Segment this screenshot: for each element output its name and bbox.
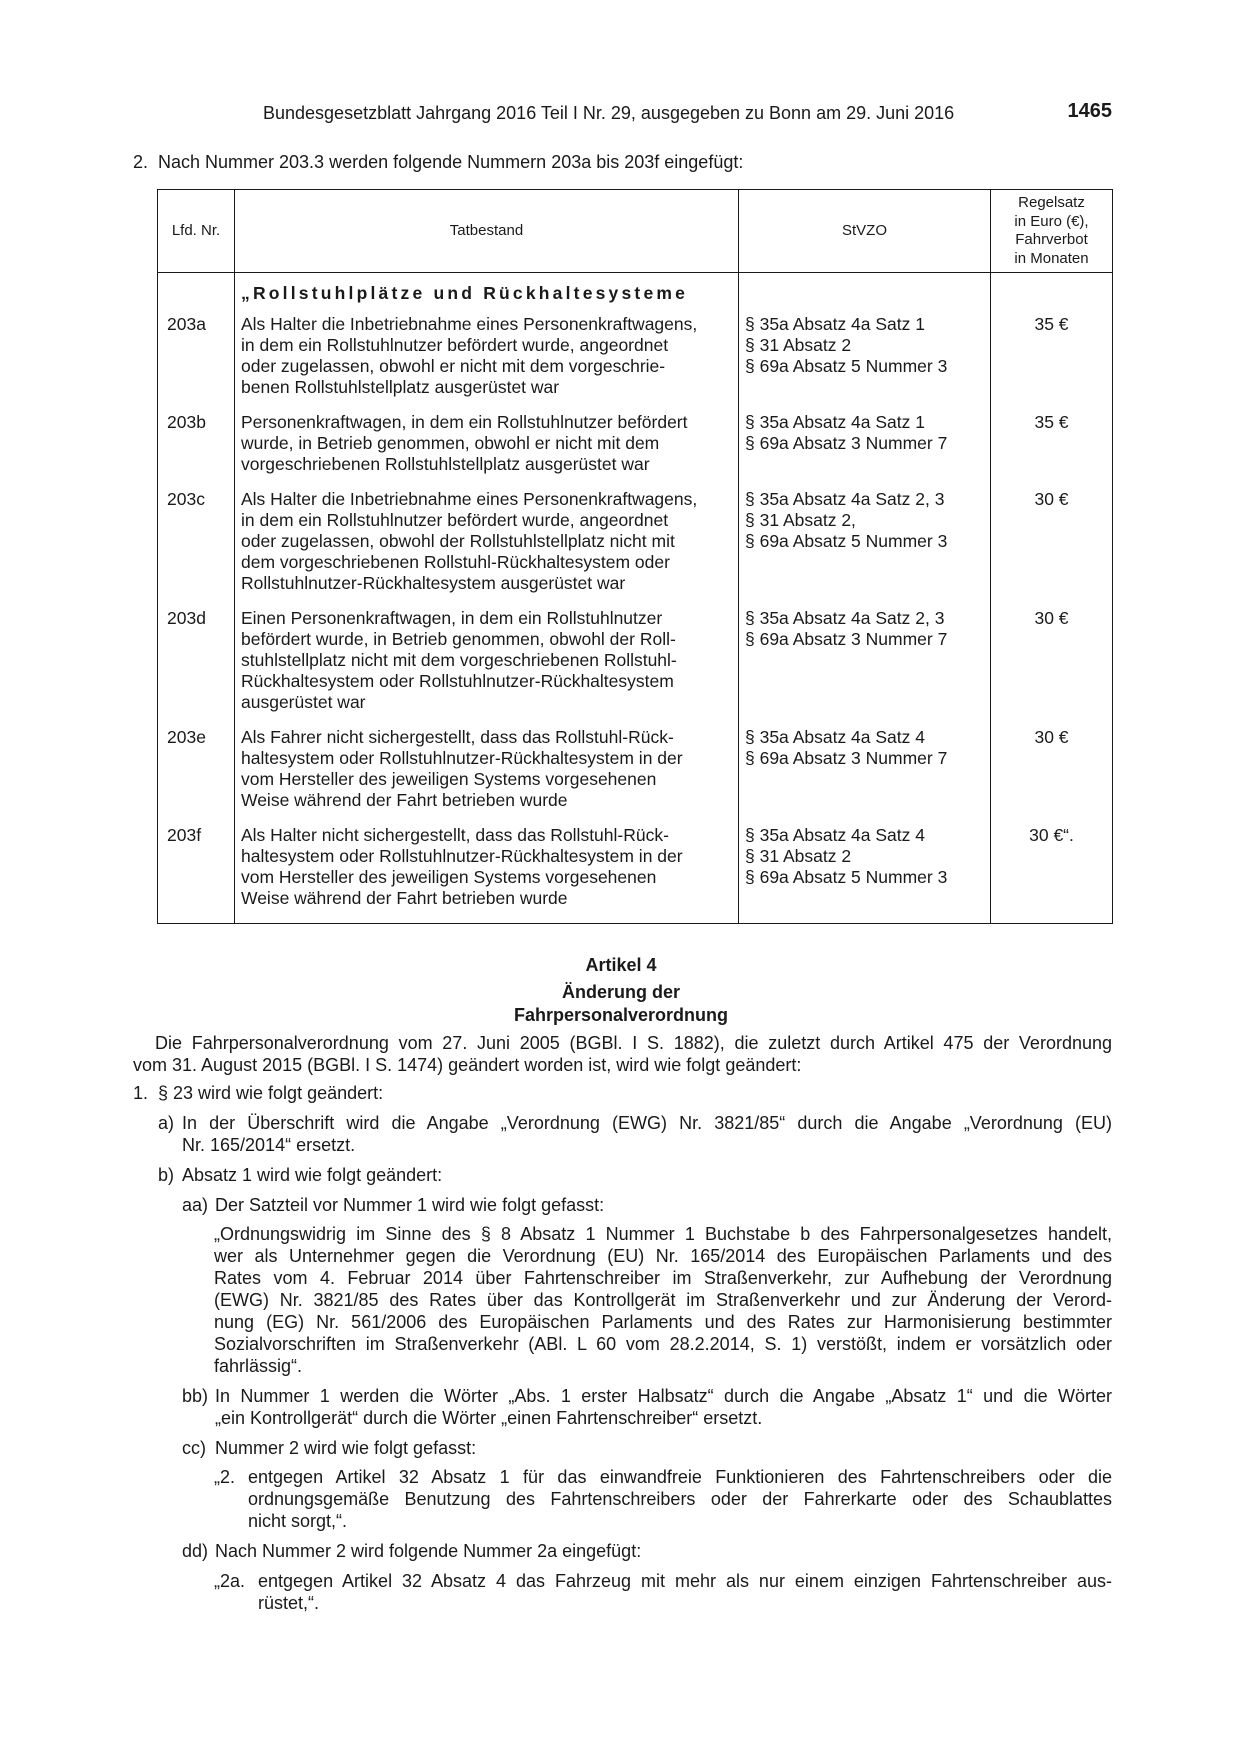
- quote-cc-label: „2.: [214, 1467, 236, 1487]
- header-rate-line: in Monaten: [1014, 249, 1089, 267]
- row-stvzo: [739, 825, 991, 924]
- stvzo-line: § 69a Absatz 3 Nummer 7: [745, 748, 948, 768]
- item-bb-line: In Nummer 1 werden die Wörter „Abs. 1 erster Halbsatz“ durch die Angabe „Absatz 1“ und die Wörter: [215, 1386, 1112, 1406]
- table-row: [158, 314, 1113, 412]
- table-row: [158, 825, 1113, 924]
- page-number: 1465: [1067, 100, 1112, 122]
- tatbestand-line: in dem ein Rollstuhlnutzer befördert wurde, angeordnet: [241, 510, 669, 530]
- article-number: Artikel 4: [585, 955, 657, 975]
- tatbestand-line: oder zugelassen, obwohl er nicht mit dem vorgeschrie-: [241, 356, 666, 376]
- tatbestand-line: benen Rollstuhlstellplatz ausgerüstet war: [241, 377, 560, 397]
- tatbestand-line: Einen Personenkraftwagen, in dem ein Rollstuhlnutzer: [241, 608, 663, 628]
- row-rate: 30 €“.: [991, 825, 1113, 924]
- quote-aa-line: nung (EG) Nr. 561/2006 des Europäischen Parlaments und des Rates zur Harmonisierung bestimmter: [214, 1312, 1112, 1332]
- stvzo-line: § 31 Absatz 2,: [745, 510, 856, 530]
- quote-dd-line: entgegen Artikel 32 Absatz 4 das Fahrzeug mit mehr als nur einem einzigen Fahrtenschreiber aus-: [258, 1571, 1112, 1591]
- intro-text: Nach Nummer 203.3 werden folgende Nummern 203a bis 203f eingefügt:: [158, 152, 744, 172]
- tatbestand-line: ausgerüstet war: [241, 692, 366, 712]
- tatbestand-line: oder zugelassen, obwohl der Rollstuhlstellplatz nicht mit: [241, 531, 675, 551]
- section-heading: „Rollstuhlplätze und Rückhaltesysteme: [235, 273, 739, 315]
- header-rate: [991, 190, 1113, 273]
- header-text: Bundesgesetzblatt Jahrgang 2016 Teil I Nr. 29, ausgegeben zu Bonn am 29. Juni 2016: [263, 103, 955, 123]
- stvzo-line: § 35a Absatz 4a Satz 2, 3: [745, 489, 945, 509]
- tatbestand-line: haltesystem oder Rollstuhlnutzer-Rückhaltesystem in der: [241, 846, 683, 866]
- quote-aa-line: Rates vom 4. Februar 2014 über Fahrtenschreiber im Straßenverkehr, zur Aufhebung der Verordnung: [214, 1268, 1112, 1288]
- row-rate: 35 €: [991, 412, 1113, 489]
- body-intro-line: vom 31. August 2015 (BGBl. I S. 1474) geändert worden ist, wird wie folgt geändert:: [133, 1055, 802, 1075]
- tatbestand-line: Als Halter die Inbetriebnahme eines Personenkraftwagens,: [241, 314, 698, 334]
- row-number: 203e: [158, 727, 235, 825]
- stvzo-line: § 35a Absatz 4a Satz 1: [745, 412, 925, 432]
- row-number: 203a: [158, 314, 235, 412]
- row-number: 203d: [158, 608, 235, 727]
- stvzo-line: § 35a Absatz 4a Satz 1: [745, 314, 925, 334]
- fine-table: [157, 189, 1113, 924]
- item-1-text: § 23 wird wie folgt geändert:: [158, 1083, 384, 1103]
- item-cc-label: cc): [182, 1438, 206, 1458]
- tatbestand-line: vom Hersteller des jeweiligen Systems vorgesehenen: [241, 769, 657, 789]
- tatbestand-line: Rollstuhlnutzer-Rückhaltesystem ausgerüstet war: [241, 573, 626, 593]
- tatbestand-line: Als Halter nicht sichergestellt, dass das Rollstuhl-Rück-: [241, 825, 669, 845]
- row-tatbestand: [235, 825, 739, 924]
- tatbestand-line: wurde, in Betrieb genommen, obwohl er nicht mit dem: [241, 433, 660, 453]
- section-heading-row: [158, 273, 1113, 315]
- header-tatbestand: Tatbestand: [235, 190, 739, 273]
- tatbestand-line: dem vorgeschriebenen Rollstuhl-Rückhaltesystem oder: [241, 552, 670, 572]
- article-title-line1: Änderung der: [561, 982, 680, 1002]
- tatbestand-line: befördert wurde, in Betrieb genommen, obwohl der Roll-: [241, 629, 676, 649]
- header-rate-line: in Euro (€),: [1014, 212, 1089, 230]
- header-nr: Lfd. Nr.: [158, 190, 235, 273]
- page-header: [263, 100, 1112, 130]
- tatbestand-line: Weise während der Fahrt betrieben wurde: [241, 790, 568, 810]
- item-cc-text: Nummer 2 wird wie folgt gefasst:: [215, 1438, 477, 1458]
- item-b-text: Absatz 1 wird wie folgt geändert:: [182, 1165, 443, 1185]
- row-stvzo: [739, 489, 991, 608]
- header-stvzo: StVZO: [739, 190, 991, 273]
- quote-cc-line: entgegen Artikel 32 Absatz 1 für das einwandfreie Funktionieren des Fahrtenschreibers oder die: [248, 1467, 1112, 1487]
- stvzo-line: § 69a Absatz 3 Nummer 7: [745, 629, 948, 649]
- row-rate: 35 €: [991, 314, 1113, 412]
- stvzo-line: § 31 Absatz 2: [745, 846, 852, 866]
- table-row: [158, 412, 1113, 489]
- row-tatbestand: [235, 727, 739, 825]
- quote-aa-line: „Ordnungswidrig im Sinne des § 8 Absatz 1 Nummer 1 Buchstabe b des Fahrpersonalgesetzes handelt,: [214, 1224, 1112, 1244]
- item-a-label: a): [158, 1113, 175, 1133]
- stvzo-line: § 69a Absatz 5 Nummer 3: [745, 531, 948, 551]
- intro-number: 2.: [133, 152, 149, 172]
- row-rate: 30 €: [991, 608, 1113, 727]
- tatbestand-line: Personenkraftwagen, in dem ein Rollstuhlnutzer befördert: [241, 412, 688, 432]
- row-tatbestand: [235, 489, 739, 608]
- tatbestand-line: Rückhaltesystem oder Rollstuhlnutzer-Rückhaltesystem: [241, 671, 674, 691]
- header-rate-line: Regelsatz: [1018, 194, 1085, 211]
- item-aa-text: Der Satzteil vor Nummer 1 wird wie folgt gefasst:: [215, 1195, 605, 1215]
- table-header-row: [158, 190, 1113, 273]
- quote-aa-line: (EWG) Nr. 3821/85 des Rates über das Kontrollgerät im Straßenverkehr und zur Änderung der Verord-: [214, 1290, 1112, 1310]
- item-bb-line: „ein Kontrollgerät“ durch die Wörter „einen Fahrtenschreiber“ ersetzt.: [215, 1408, 763, 1428]
- item-a-line: Nr. 165/2014“ ersetzt.: [182, 1135, 356, 1155]
- tatbestand-line: haltesystem oder Rollstuhlnutzer-Rückhaltesystem in der: [241, 748, 683, 768]
- stvzo-line: § 35a Absatz 4a Satz 2, 3: [745, 608, 945, 628]
- tatbestand-line: stuhlstellplatz nicht mit dem vorgeschriebenen Rollstuhl-: [241, 650, 677, 670]
- table-row: [158, 727, 1113, 825]
- table-row: [158, 489, 1113, 608]
- quote-cc-line: nicht sorgt,“.: [248, 1511, 348, 1531]
- quote-aa-line: Sozialvorschriften im Straßenverkehr (ABl. L 60 vom 28.2.2014, S. 1) verstößt, indem er vorsätzlich oder: [214, 1334, 1112, 1354]
- stvzo-line: § 69a Absatz 3 Nummer 7: [745, 433, 948, 453]
- stvzo-line: § 31 Absatz 2: [745, 335, 852, 355]
- table-row: [158, 608, 1113, 727]
- row-number: 203b: [158, 412, 235, 489]
- stvzo-line: § 35a Absatz 4a Satz 4: [745, 727, 925, 747]
- tatbestand-line: in dem ein Rollstuhlnutzer befördert wurde, angeordnet: [241, 335, 669, 355]
- item-aa-label: aa): [182, 1195, 209, 1215]
- row-stvzo: [739, 608, 991, 727]
- tatbestand-line: vom Hersteller des jeweiligen Systems vorgesehenen: [241, 867, 657, 887]
- row-tatbestand: [235, 608, 739, 727]
- header-rate-line: Fahrverbot: [1015, 231, 1088, 248]
- stvzo-line: § 69a Absatz 5 Nummer 3: [745, 867, 948, 887]
- article-title-line2: Fahrpersonalverordnung: [513, 1005, 729, 1025]
- row-number: 203f: [158, 825, 235, 924]
- quote-dd-label: „2a.: [214, 1571, 246, 1591]
- row-tatbestand: [235, 314, 739, 412]
- item-bb-label: bb): [182, 1386, 209, 1406]
- quote-cc-line: ordnungsgemäße Benutzung des Fahrtenschreibers oder der Fahrerkarte oder des Schaublattes: [248, 1489, 1112, 1509]
- quote-aa-line: wer als Unternehmer gegen die Verordnung (EU) Nr. 165/2014 des Europäischen Parlaments und des: [214, 1246, 1112, 1266]
- table-body: [158, 273, 1113, 924]
- item-dd-label: dd): [182, 1541, 209, 1561]
- row-rate: 30 €: [991, 727, 1113, 825]
- row-stvzo: [739, 727, 991, 825]
- body-intro-line: Die Fahrpersonalverordnung vom 27. Juni 2005 (BGBl. I S. 1882), die zuletzt durch Artikel 475 der Verordnung: [155, 1033, 1112, 1053]
- tatbestand-line: Als Halter die Inbetriebnahme eines Personenkraftwagens,: [241, 489, 698, 509]
- intro-item: [133, 152, 743, 173]
- item-a-line: In der Überschrift wird die Angabe „Verordnung (EWG) Nr. 3821/85“ durch die Angabe „Verordnung (EU): [182, 1113, 1112, 1133]
- item-dd-text: Nach Nummer 2 wird folgende Nummer 2a eingefügt:: [215, 1541, 642, 1561]
- row-rate: 30 €: [991, 489, 1113, 608]
- stvzo-line: § 69a Absatz 5 Nummer 3: [745, 356, 948, 376]
- row-stvzo: [739, 412, 991, 489]
- row-stvzo: [739, 314, 991, 412]
- row-number: 203c: [158, 489, 235, 608]
- stvzo-line: § 35a Absatz 4a Satz 4: [745, 825, 925, 845]
- quote-aa-line: fahrlässig“.: [214, 1356, 303, 1376]
- tatbestand-line: vorgeschriebenen Rollstuhlstellplatz ausgerüstet war: [241, 454, 650, 474]
- item-b-label: b): [158, 1165, 175, 1185]
- tatbestand-line: Weise während der Fahrt betrieben wurde: [241, 888, 568, 908]
- item-1-label: 1.: [133, 1083, 149, 1103]
- row-tatbestand: [235, 412, 739, 489]
- tatbestand-line: Als Fahrer nicht sichergestellt, dass das Rollstuhl-Rück-: [241, 727, 674, 747]
- quote-dd-line: rüstet,“.: [258, 1593, 320, 1613]
